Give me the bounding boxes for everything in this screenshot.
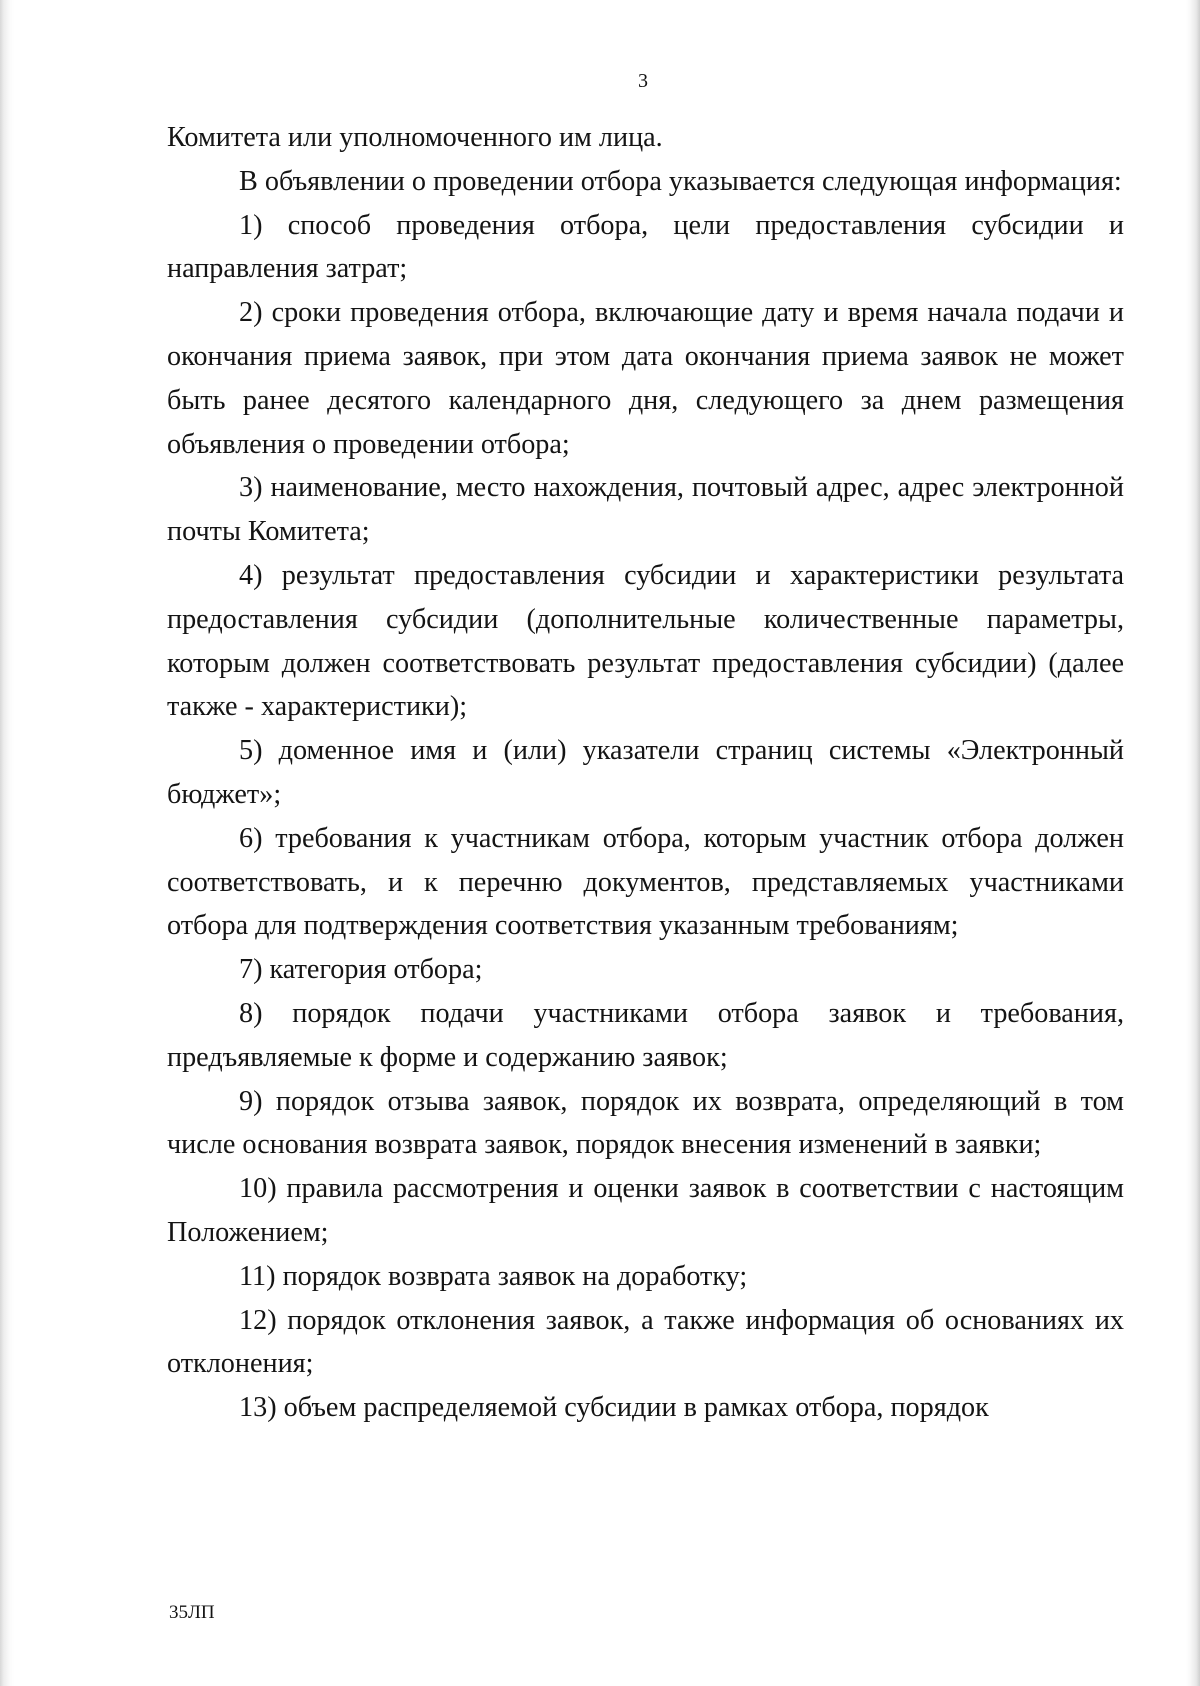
- list-item-4: 4) результат предоставления субсидии и характеристики результата предоставления субсидии (дополнительные количественные параметры, которым должен соответствовать результат предоставления субсидии) (далее также - характеристики);: [167, 559, 1124, 723]
- list-item-8: 8) порядок подачи участниками отбора заявок и требования, предъявляемые к форме и содержанию заявок;: [167, 997, 1124, 1073]
- paragraph-continuation: Комитета или уполномоченного им лица.: [167, 122, 663, 153]
- list-item-3: 3) наименование, место нахождения, почтовый адрес, адрес электронной почты Комитета;: [167, 472, 1124, 548]
- scan-edge-left: [0, 0, 14, 1686]
- scan-edge-right: [1186, 0, 1200, 1686]
- footer-code: 35ЛП: [169, 1602, 215, 1623]
- list-item-1: 1) способ проведения отбора, цели предоставления субсидии и направления затрат;: [167, 209, 1124, 285]
- list-item-9: 9) порядок отзыва заявок, порядок их возврата, определяющий в том числе основания возврата заявок, порядок внесения изменений в заявки;: [167, 1085, 1124, 1161]
- list-item-10: 10) правила рассмотрения и оценки заявок в соответствии с настоящим Положением;: [167, 1173, 1124, 1248]
- list-item-12: 12) порядок отклонения заявок, а также информация об основаниях их отклонения;: [167, 1304, 1124, 1380]
- document-body: [167, 116, 1124, 1430]
- page-number: 3: [638, 70, 648, 92]
- list-item-13: 13) объем распределяемой субсидии в рамках отбора, порядок: [239, 1392, 989, 1424]
- list-item-6: 6) требования к участникам отбора, которым участник отбора должен соответствовать, и к перечню документов, представляемых участниками отбора для подтверждения соответствия указанным требованиям;: [167, 822, 1124, 942]
- list-item-11: 11) порядок возврата заявок на доработку;: [239, 1260, 748, 1292]
- list-item-5: 5) доменное имя и (или) указатели страниц системы «Электронный бюджет»;: [167, 735, 1124, 810]
- paragraph-intro: В объявлении о проведении отбора указывается следующая информация:: [239, 165, 1122, 197]
- list-item-2: 2) сроки проведения отбора, включающие дату и время начала подачи и окончания приема заявок, при этом дата окончания приема заявок не может быть ранее десятого календарного дня, следующего за днем размещения объявления о проведении отбора;: [167, 297, 1124, 460]
- list-item-7: 7) категория отбора;: [239, 954, 483, 986]
